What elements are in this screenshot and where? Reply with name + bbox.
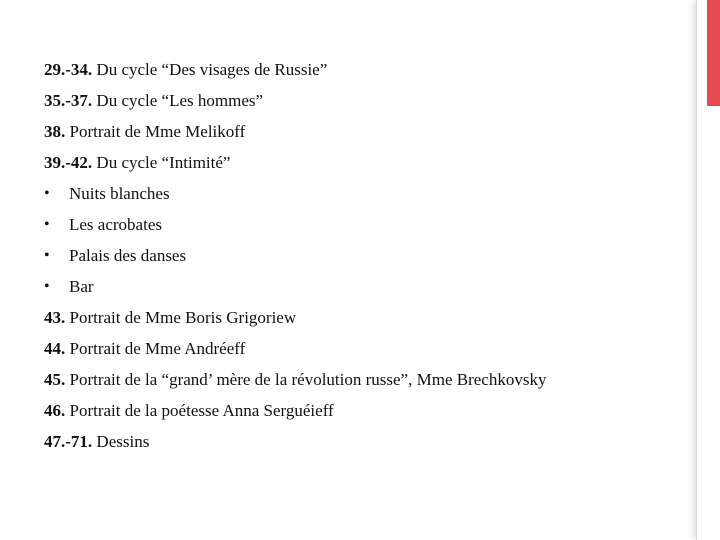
bullet-item [44,240,684,271]
item-text: Du cycle “Les hommes” [92,91,264,110]
list-item [44,333,684,364]
bullet-icon: • [44,216,50,233]
bullet-icon: • [44,278,50,295]
item-text: Portrait de la poétesse Anna Serguéieff [65,401,334,420]
item-number: 47.-71. [44,432,93,451]
item-text: Portrait de Mme Andréeff [65,339,246,358]
bullet-item [44,271,684,302]
item-text: Du cycle “Des visages de Russie” [92,60,328,79]
bullet-icon: • [44,185,50,202]
bullet-text: Nuits blanches [69,184,170,203]
list-item [44,85,684,116]
item-text: Portrait de la “grand’ mère de la révolution russe”, Mme Brechkovsky [65,370,547,389]
item-text: Portrait de Mme Boris Grigoriew [65,308,297,327]
bullet-icon: • [44,247,50,264]
list-item [44,147,684,178]
list-item [44,54,684,85]
bullet-item [44,178,684,209]
content-list [44,54,684,457]
item-text: Dessins [92,432,150,451]
bullet-text: Palais des danses [69,246,187,265]
item-number: 46. [44,401,66,420]
item-number: 38. [44,122,66,141]
list-item [44,426,684,457]
bullet-text: Les acrobates [69,215,162,234]
bullet-item [44,209,684,240]
list-item [44,116,684,147]
item-text: Portrait de Mme Melikoff [65,122,246,141]
list-item [44,302,684,333]
item-number: 29.-34. [44,60,93,79]
bullet-text: Bar [69,277,94,296]
list-item [44,364,684,395]
item-number: 39.-42. [44,153,93,172]
item-number: 35.-37. [44,91,93,110]
item-number: 43. [44,308,66,327]
item-number: 44. [44,339,66,358]
item-text: Du cycle “Intimité” [92,153,231,172]
accent-bar [707,0,720,106]
item-number: 45. [44,370,66,389]
list-item [44,395,684,426]
